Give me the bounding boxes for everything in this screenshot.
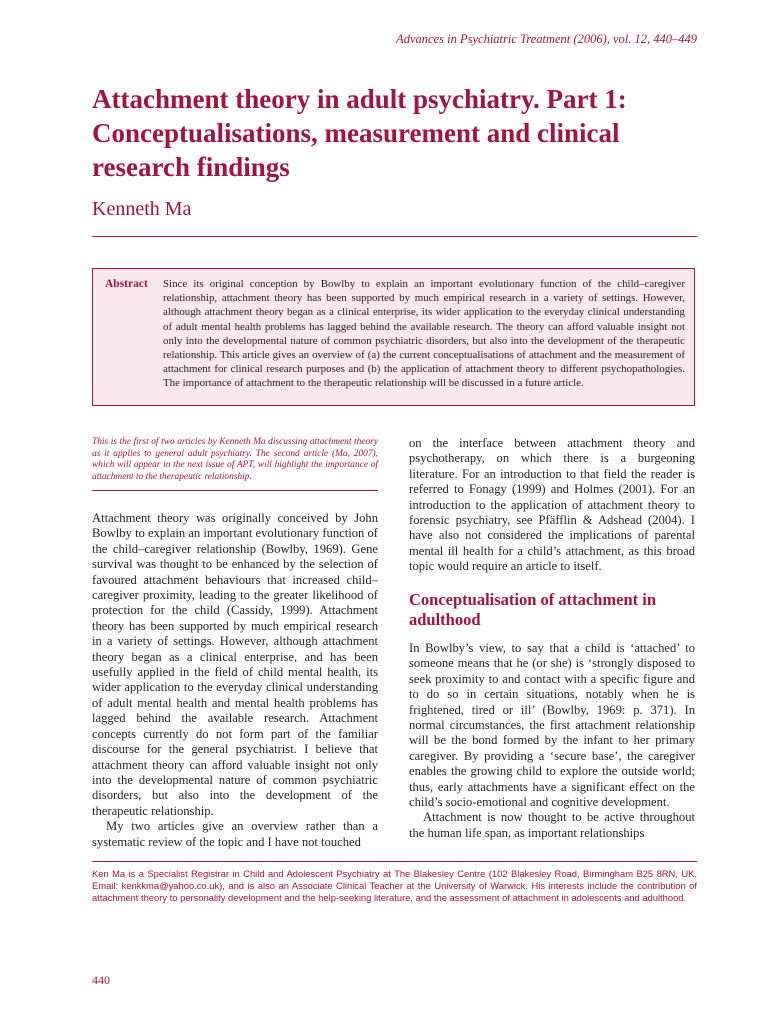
abstract-text: Since its original conception by Bowlby to explain an important evolutionary function of the child–caregiver relationship, attachment theory has been supported by much empirical research in a variety of settings. However, although attachment theory began as a clinical enterprise, its wider application to the everyday clinical understanding of adult mental health problems has lagged behind the available research. The theory can afford valuable insight not only into the developmental nature of common psychiatric disorders, but also into the development of the therapeutic relationship. This article gives an overview of (a) the current conceptualisations of attachment and the measurement of attachment for clinical research purposes and (b) the application of attachment theory to different psychopathologies. The importance of attachment to the therapeutic relationship will be discussed in a future article. <box>163 278 685 390</box>
body-paragraph: Attachment theory was originally conceived by John Bowlby to explain an important evolutionary function of the child–caregiver relationship (Bowlby, 1969). Gene survival was thought to be enhanced by the selection of favoured attachment behaviours that increased child–caregiver proximity, leading to the greater likelihood of protection for the child (Cassidy, 1999). Attachment theory has been supported by much empirical research in a variety of settings. However, although attachment theory began as a clinical enterprise, and has been usefully applied in the field of child mental health, its wider application to the everyday clinical understanding of adult mental health and mental health problems has lagged behind the available research. Attachment concepts currently do not form part of the familiar discourse for the general psychiatrist. I believe that attachment theory can afford valuable insight not only into the developmental nature of common psychiatric disorders, but also into the development of the therapeutic relationship. <box>92 511 378 818</box>
right-column-top <box>409 436 695 575</box>
footer-divider <box>92 861 697 862</box>
body-paragraph: My two articles give an overview rather than a systematic review of the topic and I have not touched <box>92 819 378 849</box>
body-paragraph: In Bowlby’s view, to say that a child is ‘attached’ to someone means that he (or she) is ‘strongly disposed to seek proximity to and contact with a specific figure and to do so in certain situations, notably when he is frightened, tired or ill’ (Bowlby, 1969: p. 371). In normal circumstances, the first attachment relationship will be the bond formed by the infant to her primary caregiver. By providing a ‘secure base’, the caregiver enables the growing child to explore the outside world; thus, early attachments have a significant effect on the child’s socio-emotional and cognitive development. <box>409 641 695 810</box>
series-note-divider <box>92 490 378 491</box>
body-paragraph: on the interface between attachment theory and psychotherapy, on which there is a burgeoning literature. For an introduction to that field the reader is referred to Fonagy (1999) and Holmes (2001). For an introduction to the application of attachment theory to forensic psychiatry, see Pfäfflin & Adshead (2004). I have also not considered the implications of parental mental ill health for a child’s attachment, as this broad topic would require an article to itself. <box>409 436 695 574</box>
left-column <box>92 511 378 850</box>
page-number: 440 <box>92 973 110 987</box>
article-title: Attachment theory in adult psychiatry. Part 1: Conceptualisations, measurement and clinical research findings <box>92 84 627 182</box>
body-paragraph: Attachment is now thought to be active throughout the human life span, as important relationships <box>409 810 695 840</box>
abstract-box <box>92 268 695 406</box>
title-divider <box>92 236 697 237</box>
abstract-label: Abstract <box>105 278 148 290</box>
author-name: Kenneth Ma <box>92 198 192 220</box>
section-heading: Conceptualisation of attachment in adulthood <box>409 590 657 629</box>
series-note: This is the first of two articles by Kenneth Ma discussing attachment theory as it applies to general adult psychiatry. The second article (Ma, 2007), which will appear in the next issue of APT, will highlight the importance of attachment to the therapeutic relationship. <box>92 437 378 482</box>
author-footnote: Ken Ma is a Specialist Registrar in Child and Adolescent Psychiatry at The Blakesley Centre (102 Blakesley Road, Birmingham B25 8RN, UK. Email: kenkkma@yahoo.co.uk), and is also an Associate Clinical Teacher at the University of Warwick. His interests include the contribution of attachment theory to personality development and the help-seeking literature, and the assessment of attachment in adolescents and adulthood. <box>92 868 697 904</box>
journal-reference: Advances in Psychiatric Treatment (2006), vol. 12, 440–449 <box>396 32 697 46</box>
right-column-bottom <box>409 641 695 841</box>
